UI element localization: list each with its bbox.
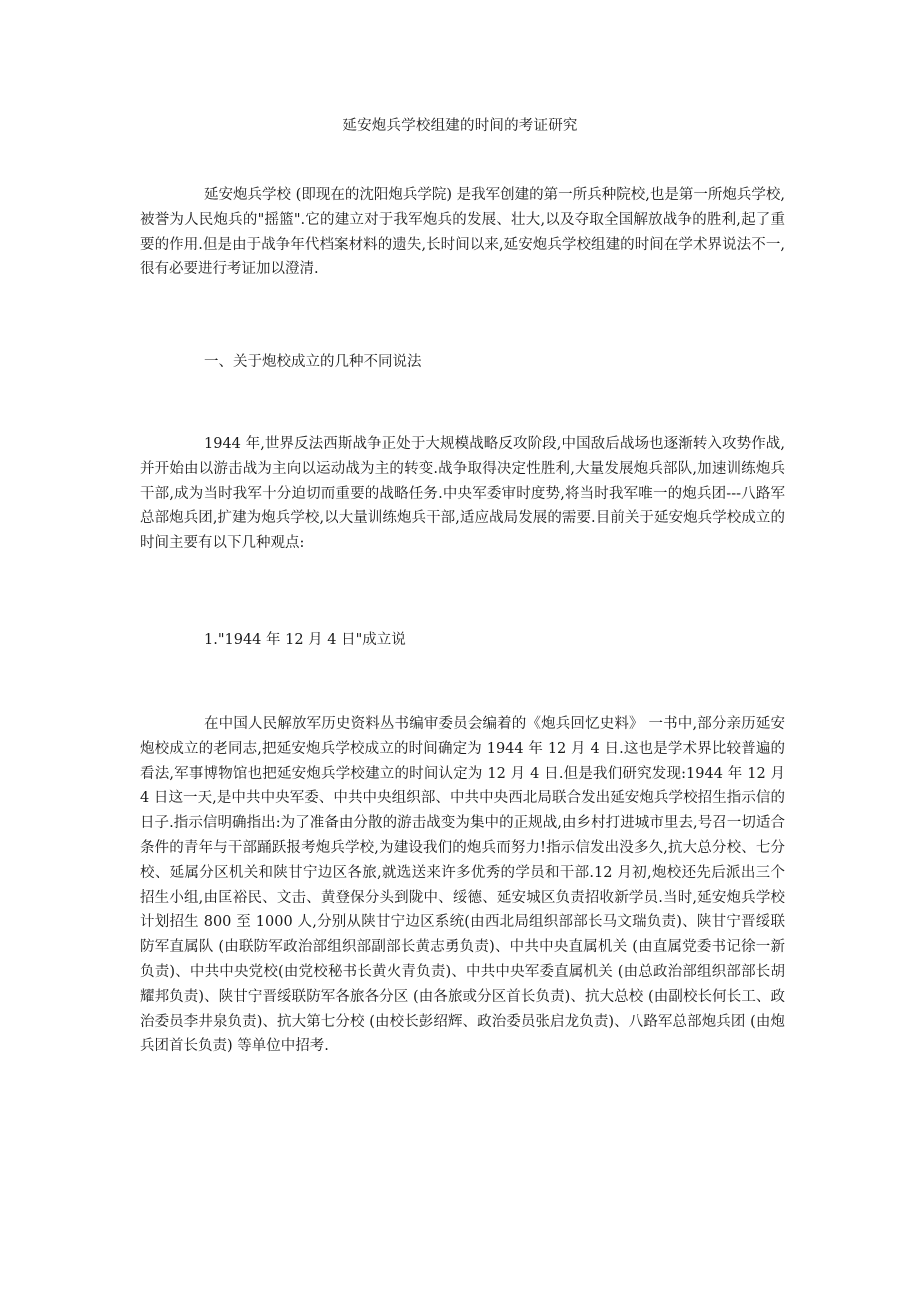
intro-paragraph: 延安炮兵学校 (即现在的沈阳炮兵学院) 是我军创建的第一所兵种院校,也是第一所炮兵学校,被誉为人民炮兵的"摇篮".它的建立对于我军炮兵的发展、壮大,以及夺取全国解放战争的胜利,起了重要的作用.但是由于战争年代档案材料的遗失,长时间以来,延安炮兵学校组建的时间在学术界说法不一,很有必要进行考证加以澄清. xyxy=(140,187,785,278)
background-paragraph: 1944 年,世界反法西斯战争正处于大规模战略反攻阶段,中国敌后战场也逐渐转入攻势作战,并开始由以游击战为主向以运动战为主的转变.战争取得决定性胜利,大量发展炮兵部队,加速训练炮兵干部,成为当时我军十分迫切而重要的战略任务.中央军委审时度势,将当时我军唯一的炮兵团---八路军总部炮兵团,扩建为炮兵学校,以大量训练炮兵干部,适应战局发展的需要.目前关于延安炮兵学校成立的时间主要有以下几种观点: xyxy=(140,436,785,552)
section-heading-1: 一、关于炮校成立的几种不同说法 xyxy=(204,354,422,370)
document-title: 延安炮兵学校组建的时间的考证研究 xyxy=(342,118,578,134)
evidence-paragraph: 在中国人民解放军历史资料丛书编审委员会编着的《炮兵回忆史料》 一书中,部分亲历延安炮校成立的老同志,把延安炮兵学校成立的时间确定为 1944 年 12 月 4 日.这也是学术界比较普遍的看法,军事博物馆也把延安炮兵学校建立的时间认定为 12 月 4 日.但是我们研究发现:1944 年 12 月 4 日这一天,是中共中央军委、中共中央组织部、中共中央西北局联合发出延安炮兵学校招生指示信的日子.指示信明确指出:为了准备由分散的游击战变为集中的正规战,由乡村打进城市里去,号召一切适合条件的青年与干部踊跃报考炮兵学校,为建设我们的炮兵而努力!指示信发出没多久,抗大总分校、七分校、延属分区机关和陕甘宁边区各旅,就选送来许多优秀的学员和干部.12 月初,炮校还先后派出三个招生小组,由匡裕民、文击、黄登保分头到陇中、绥德、延安城区负责招收新学员.当时,延安炮兵学校计划招生 800 至 1000 人,分别从陕甘宁边区系统(由西北局组织部部长马文瑞负责)、陕甘宁晋绥联防军直属队 (由联防军政治部组织部副部长黄志勇负责)、中共中央直属机关 (由直属党委书记徐一新负责)、中共中央党校(由党校秘书长黄火青负责)、中共中央军委直属机关 (由总政治部组织部部长胡耀邦负责)、陕甘宁晋绥联防军各旅各分区 (由各旅或分区首长负责)、抗大总校 (由副校长何长工、政治委员李井泉负责)、抗大第七分校 (由校长彭绍辉、政治委员张启龙负责)、八路军总部炮兵团 (由炮兵团首长负责) 等单位中招考. xyxy=(140,716,785,1055)
subsection-heading-1: 1."1944 年 12 月 4 日"成立说 xyxy=(204,632,406,648)
